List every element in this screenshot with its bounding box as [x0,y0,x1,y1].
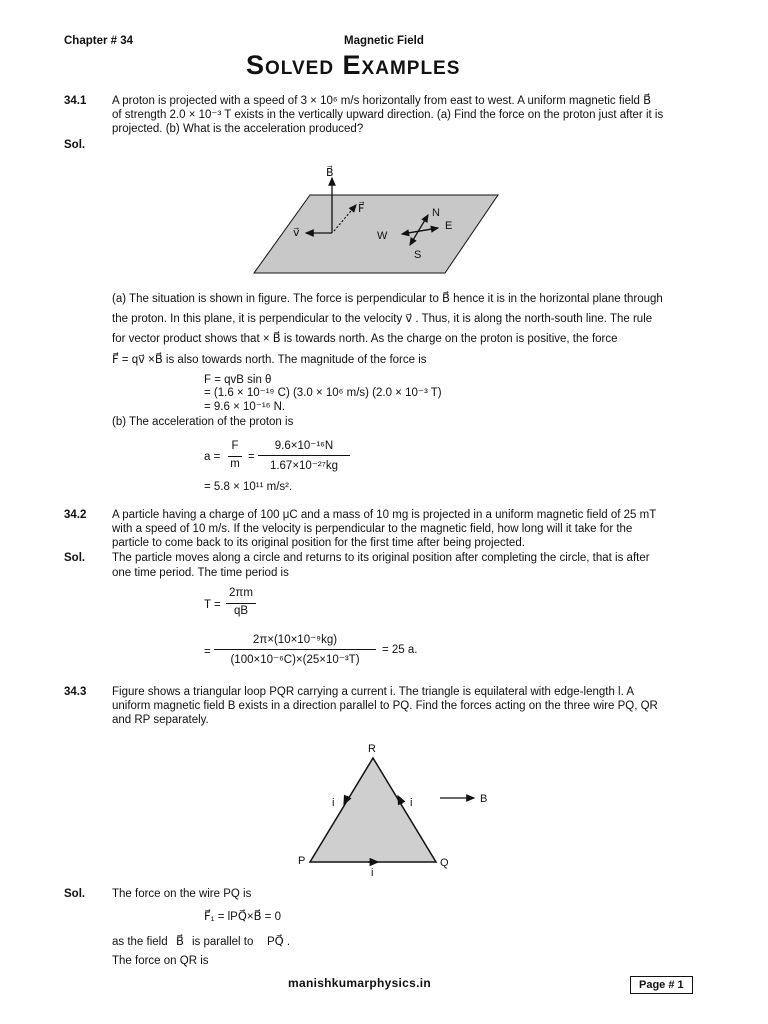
fraction-bar [258,455,350,456]
west-label: W [377,230,388,242]
period-value-denominator: (100×10⁻⁶C)×(25×10⁻³T) [230,654,360,666]
east-label: E [445,220,453,232]
field-b-label: B⃗ [326,167,334,179]
answer-34-1-line-3: for vector product shows that × B⃗ is towards north. As the charge on the proton is positive, the force [112,333,618,345]
period-result: = 25 a. [382,644,418,656]
example-number-34-3: 34.3 [64,686,87,698]
equation-force: F = qvB sin θ [204,374,272,386]
current-label-qr: i [410,797,413,809]
velocity-label: v⃗ [293,227,300,239]
figure-proton-plane [240,160,530,280]
horizontal-plane [254,195,498,273]
force-label: F⃗ [358,203,365,215]
question-34-3-line-1: Figure shows a triangular loop PQR carrying a current i. The triangle is equilateral with edge-length l. A [112,686,635,698]
period-equals: = [204,646,211,658]
solution-34-3-line-3: The force on QR is [112,955,209,967]
answer-34-1-part-b: (b) The acceleration of the proton is [112,416,294,428]
solution-34-2-line-1: The particle moves along a circle and returns to its original position after completing the circle, that is after [112,552,650,564]
question-34-2-line-2: with a speed of 10 m/s. If the velocity is perpendicular to the magnetic field, how long will it take for the [112,523,633,535]
equation-force-result: = 9.6 × 10⁻¹⁶ N. [204,401,286,413]
solution-34-2-line-2: one time period. The time period is [112,567,289,579]
answer-34-1-line-4: F⃗ = qv⃗ ×B⃗ is also towards north. The magnitude of the force is [112,354,427,366]
solution-label-34-2: Sol. [64,552,86,564]
vertex-r-label: R [368,743,376,755]
question-34-1-line-3: projected. (b) What is the acceleration produced? [112,123,364,135]
solution-label-34-1: Sol. [64,139,86,151]
triangle-pqr [310,758,436,862]
question-34-1-line-1: A proton is projected with a speed of 3 × 10⁶ m/s horizontally from east to west. A uniform magnetic field B⃗ [112,95,652,107]
equation-force-values: = (1.6 × 10⁻¹⁹ C) (3.0 × 10⁶ m/s) (2.0 × 10⁻³ T) [204,387,442,399]
acceleration-numerator-1: F [231,440,239,452]
question-34-2-line-1: A particle having a charge of 100 μC and a mass of 10 mg is projected in a uniform magnetic field of 25 mT [112,509,657,521]
fraction-bar [228,456,242,457]
subject-label: Magnetic Field [344,35,424,47]
question-34-2-line-3: particle to come back to its original position for the first time after being projected. [112,537,525,549]
solution-label-34-3: Sol. [64,888,86,900]
page-number: Page # 1 [630,976,693,994]
solution-34-3-line-2c: is parallel to [192,936,254,948]
equation-force-pq: F⃗₁ = lPQ⃗×B⃗ = 0 [204,911,281,923]
current-label-rp: i [332,797,335,809]
period-value-numerator: 2π×(10×10⁻⁹kg) [252,634,338,646]
answer-34-1-line-1: (a) The situation is shown in figure. The force is perpendicular to B⃗ hence it is in the horizontal plane through [112,293,663,305]
vertex-p-label: P [298,855,306,867]
acceleration-result: = 5.8 × 10¹¹ m/s². [204,481,293,493]
south-label: S [414,249,422,261]
figure-triangle-loop [290,738,510,878]
fraction-bar [226,603,256,604]
fraction-bar [214,649,376,650]
period-numerator: 2πm [229,587,253,599]
period-denominator: qB [233,605,249,617]
question-34-3-line-2: uniform magnetic field B exists in a direction parallel to PQ. Find the forces acting on the three wire PQ, QR [112,700,658,712]
chapter-label: Chapter # 34 [64,35,134,47]
acceleration-denominator-1: m [230,458,240,470]
current-label-pq: i [371,867,374,878]
vertex-q-label: Q [440,857,449,869]
footer-website: manishkumarphysics.in [288,976,432,990]
acceleration-numerator-2: 9.6×10⁻¹⁶N [274,440,334,452]
acceleration-lhs: a = [204,451,221,463]
acceleration-equals: = [248,451,255,463]
solution-34-3-line-2b: B⃗ [176,936,184,948]
solution-34-3-line-2d: PQ⃗ . [267,936,291,948]
field-b-direction-label: B [480,793,488,805]
example-number-34-2: 34.2 [64,509,87,521]
solution-34-3-line-2a: as the field [112,936,168,948]
period-lhs: T = [204,599,221,611]
north-label: N [432,207,440,219]
example-number-34-1: 34.1 [64,95,87,107]
page-title: Solved Examples [246,50,461,80]
question-34-3-line-3: and RP separately. [112,714,209,726]
solution-34-3-line-1: The force on the wire PQ is [112,888,252,900]
answer-34-1-line-2: the proton. In this plane, it is perpendicular to the velocity v⃗ . Thus, it is along the north-south line. The rule [112,313,653,325]
question-34-1-line-2: of strength 2.0 × 10⁻³ T exists in the vertically upward direction. (a) Find the force on the proton just after it is [112,109,664,121]
acceleration-denominator-2: 1.67×10⁻²⁷kg [269,460,339,472]
